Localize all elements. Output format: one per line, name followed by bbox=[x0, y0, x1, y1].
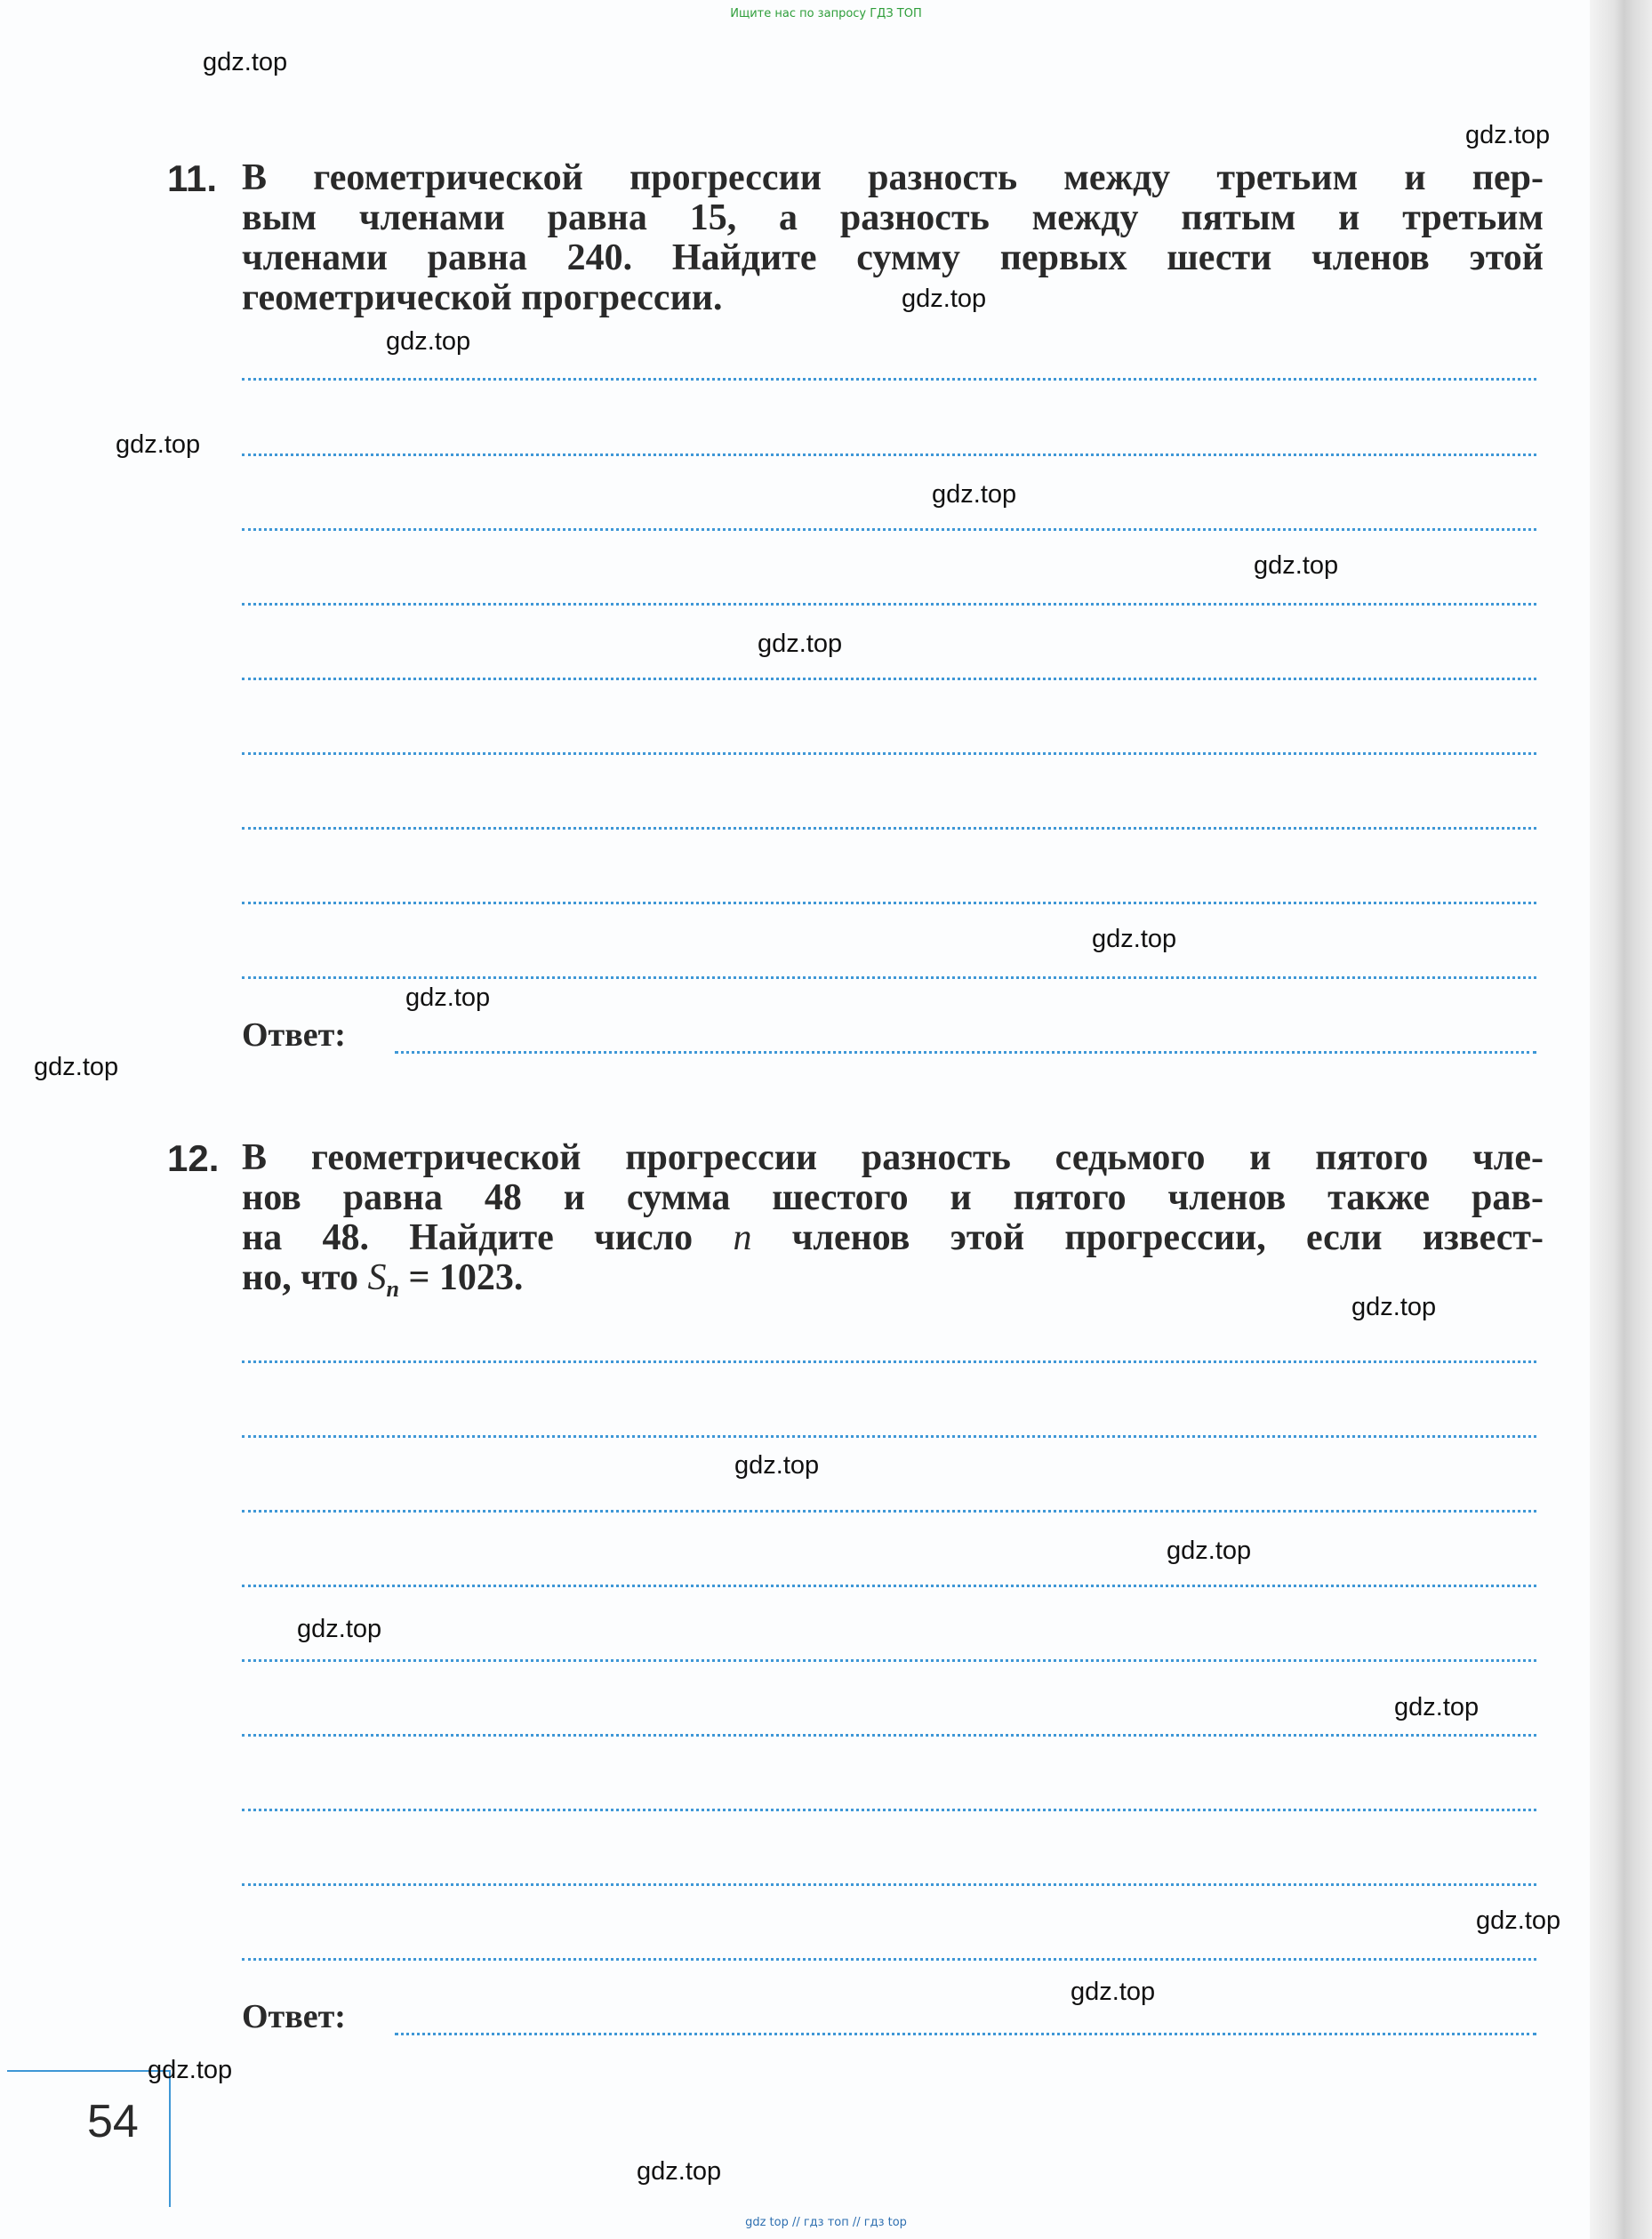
task-text-line: нов равна 48 и сумма шестого и пятого членов также рав- bbox=[242, 1177, 1544, 1218]
margin-line-vertical bbox=[169, 2070, 171, 2207]
watermark: gdz.top bbox=[116, 430, 201, 459]
task-text-line: геометрической прогрессии. bbox=[242, 277, 723, 318]
answer-line[interactable] bbox=[242, 1958, 1536, 1961]
watermark: gdz.top bbox=[734, 1451, 820, 1480]
task-text-line: вым членами равна 15, а разность между пятым и третьим bbox=[242, 197, 1544, 238]
footer-note: gdz top // гдз топ // гдз top bbox=[745, 2216, 907, 2229]
answer-line[interactable] bbox=[242, 1585, 1536, 1587]
task-number: 11. bbox=[167, 157, 218, 199]
task-text-line: В геометрической прогрессии разность между третьим и пер- bbox=[242, 157, 1544, 198]
watermark: gdz.top bbox=[902, 285, 987, 313]
watermark: gdz.top bbox=[1092, 925, 1177, 953]
watermark: gdz.top bbox=[1465, 121, 1551, 149]
answer-line[interactable] bbox=[242, 378, 1536, 381]
margin-line-horizontal bbox=[7, 2070, 171, 2072]
answer-line[interactable] bbox=[242, 528, 1536, 531]
answer-line[interactable] bbox=[242, 1809, 1536, 1811]
answer-line[interactable] bbox=[242, 603, 1536, 606]
watermark: gdz.top bbox=[1167, 1537, 1252, 1565]
watermark: gdz.top bbox=[1071, 1978, 1156, 2006]
watermark: gdz.top bbox=[637, 2157, 722, 2186]
task-text-line: В геометрической прогрессии разность седьмого и пятого чле- bbox=[242, 1137, 1544, 1178]
variable-s: S bbox=[367, 1257, 387, 1298]
watermark: gdz.top bbox=[34, 1053, 119, 1081]
variable-n: n bbox=[733, 1217, 752, 1258]
task-text: = 1023. bbox=[408, 1257, 524, 1298]
watermark: gdz.top bbox=[1351, 1293, 1437, 1321]
answer-line[interactable] bbox=[242, 1435, 1536, 1438]
answer-line[interactable] bbox=[242, 1510, 1536, 1513]
task-text: членов этой прогрессии, если извест- bbox=[791, 1217, 1544, 1258]
watermark: gdz.top bbox=[148, 2056, 233, 2084]
answer-line[interactable] bbox=[242, 902, 1536, 904]
task-text: но, что bbox=[242, 1257, 358, 1298]
watermark: gdz.top bbox=[297, 1615, 382, 1643]
page-spine-shadow bbox=[1590, 0, 1652, 2239]
task-text-line: членами равна 240. Найдите сумму первых шести членов этой bbox=[242, 237, 1544, 278]
answer-label: Ответ: bbox=[242, 1016, 346, 1054]
header-note: Ищите нас по запросу ГДЗ ТОП bbox=[730, 7, 922, 20]
watermark: gdz.top bbox=[1254, 551, 1339, 580]
subscript-n: n bbox=[386, 1276, 399, 1302]
watermark: gdz.top bbox=[758, 630, 843, 658]
answer-line[interactable] bbox=[242, 827, 1536, 830]
answer-label: Ответ: bbox=[242, 1998, 346, 2035]
answer-line[interactable] bbox=[242, 752, 1536, 755]
task-text-line bbox=[242, 1218, 1544, 1258]
watermark: gdz.top bbox=[386, 327, 471, 356]
watermark: gdz.top bbox=[1476, 1906, 1561, 1935]
answer-line[interactable] bbox=[242, 976, 1536, 979]
task-number: 12. bbox=[167, 1137, 220, 1179]
answer-line[interactable] bbox=[242, 1734, 1536, 1737]
answer-line[interactable] bbox=[242, 1659, 1536, 1662]
watermark: gdz.top bbox=[203, 48, 288, 76]
watermark: gdz.top bbox=[405, 983, 491, 1012]
answer-line[interactable] bbox=[242, 1883, 1536, 1886]
watermark: gdz.top bbox=[932, 480, 1017, 509]
task-text: на 48. Найдите число bbox=[242, 1217, 694, 1258]
watermark: gdz.top bbox=[1394, 1693, 1480, 1721]
page-number: 54 bbox=[87, 2096, 139, 2147]
answer-line[interactable] bbox=[242, 1360, 1536, 1363]
answer-line[interactable] bbox=[242, 453, 1536, 456]
task-text-line bbox=[242, 1258, 1544, 1309]
answer-field[interactable] bbox=[395, 2033, 1536, 2035]
answer-line[interactable] bbox=[242, 678, 1536, 680]
answer-field[interactable] bbox=[395, 1051, 1536, 1054]
